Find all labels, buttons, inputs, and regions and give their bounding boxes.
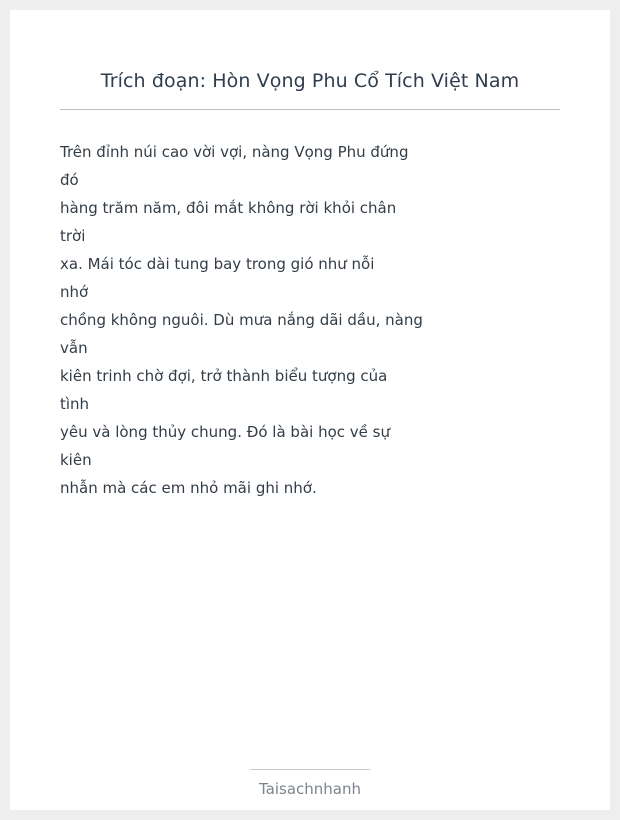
text-line: hàng trăm năm, đôi mắt không rời khỏi chân <box>60 199 397 217</box>
text-line: Trên đỉnh núi cao vời vợi, nàng Vọng Phu đứng <box>60 143 409 161</box>
text-line: yêu và lòng thủy chung. Đó là bài học về sự <box>60 423 390 441</box>
text-line: nhẫn mà các em nhỏ mãi ghi nhớ. <box>60 479 317 497</box>
text-line: trời <box>60 227 86 245</box>
title-divider <box>60 109 560 110</box>
text-line: kiên trinh chờ đợi, trở thành biểu tượng của <box>60 367 388 385</box>
text-line: tình <box>60 395 90 413</box>
document-page <box>10 10 610 810</box>
document-title: Trích đoạn: Hòn Vọng Phu Cổ Tích Việt Nam <box>100 70 520 92</box>
text-line: nhớ <box>60 283 89 301</box>
text-line: kiên <box>60 451 92 469</box>
footer-divider <box>250 769 370 770</box>
text-line: vẫn <box>60 339 88 357</box>
text-line: xa. Mái tóc dài tung bay trong gió như nỗi <box>60 255 375 273</box>
document-body <box>60 138 423 502</box>
text-line: chồng không nguôi. Dù mưa nắng dãi dầu, nàng <box>60 311 423 329</box>
footer-source: Taisachnhanh <box>258 780 362 798</box>
text-line: đó <box>60 171 79 189</box>
